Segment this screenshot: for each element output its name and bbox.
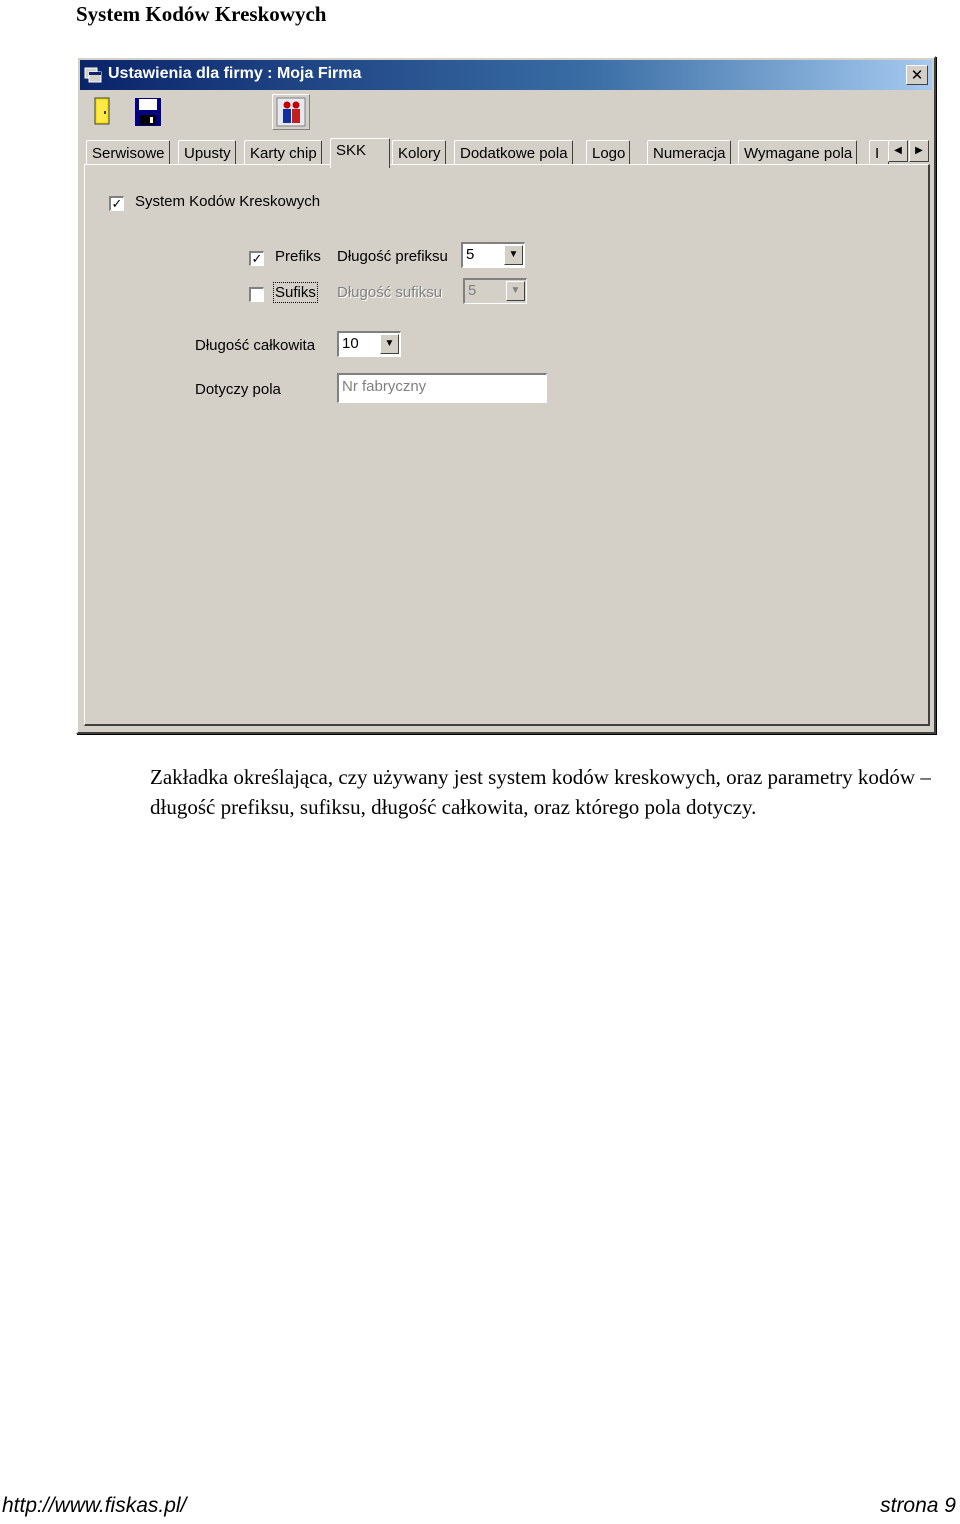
window-app-icon [84,66,102,84]
window-titlebar[interactable] [80,60,932,90]
dropdown-arrow-button[interactable] [504,245,523,265]
settings-window [76,56,936,734]
tab-strip [84,138,930,166]
document-title: System Kodów Kreskowych [76,2,327,26]
suffix-checkbox[interactable] [249,287,264,302]
description-paragraph: Zakładka określająca, czy używany jest system kodów kreskowych, oraz parametry kodów – długość prefiksu, sufiksu, długość całkowita, oraz którego pola dotyczy. [150,765,931,819]
prefix-label: Prefiks [275,248,321,265]
tab-kolory[interactable] [392,140,446,165]
users-button[interactable] [272,94,310,130]
prefix-length-value: 5 [466,246,475,263]
tab-label: Upusty [184,145,231,162]
total-length-select[interactable] [337,331,401,357]
tab-label: Logo [592,145,626,162]
prefix-length-select[interactable] [461,242,525,268]
tab-scroll-right-button[interactable] [909,140,929,162]
tab-scroll-left-button[interactable] [888,140,908,162]
chevron-down-icon: ▼ [510,285,521,296]
door-exit-icon [84,94,122,130]
suffix-length-value: 5 [468,282,477,299]
tab-dodatkowe-pola[interactable] [454,140,573,165]
tab-serwisowe[interactable] [86,140,170,165]
tab-truncated[interactable] [869,140,889,165]
total-length-label: Długość całkowita [195,337,316,354]
tab-karty-chip[interactable] [244,140,322,165]
toolbar [78,92,934,132]
tab-label: I [875,145,880,162]
tab-label: Wymagane pola [744,145,853,162]
tab-label: Dodatkowe pola [460,145,568,162]
footer-page-number: strona 9 [880,1494,956,1517]
tab-wymagane-pola[interactable] [738,140,857,165]
scroll-left-icon: ◀ [894,145,902,156]
scroll-right-icon: ▶ [915,145,923,156]
exit-button[interactable] [84,94,122,130]
suffix-length-select[interactable] [463,278,527,304]
tab-label: Karty chip [250,145,317,162]
prefix-length-label: Długość prefiksu [337,248,448,265]
save-button[interactable] [128,94,166,130]
tab-label: Numeracja [653,145,726,162]
prefix-checkbox[interactable] [249,251,264,266]
tab-logo[interactable] [586,140,630,165]
system-barcode-label: System Kodów Kreskowych [135,193,321,210]
floppy-save-icon [128,94,166,130]
footer-url: http://www.fiskas.pl/ [2,1494,187,1517]
suffix-label: Sufiks [275,284,316,301]
close-icon: ✕ [910,67,924,84]
people-icon [273,95,309,129]
tab-label: SKK [336,142,367,159]
field-input[interactable] [337,373,547,403]
close-button[interactable] [906,65,928,85]
tab-skk[interactable] [330,138,390,168]
suffix-length-label: Długość sufiksu [337,284,443,301]
chevron-down-icon: ▼ [508,249,519,260]
field-label: Dotyczy pola [195,381,281,398]
dropdown-arrow-button[interactable] [506,281,525,301]
dropdown-arrow-button[interactable] [380,334,399,354]
skk-panel [84,164,930,726]
tab-label: Kolory [398,145,441,162]
tab-numeracja[interactable] [647,140,731,165]
tab-upusty[interactable] [178,140,236,165]
total-length-value: 10 [342,335,359,352]
field-value: Nr fabryczny [342,378,427,395]
check-icon: ✓ [111,196,123,211]
chevron-down-icon: ▼ [384,338,395,349]
system-barcode-checkbox[interactable] [109,196,124,211]
check-icon: ✓ [251,251,263,266]
tab-label: Serwisowe [92,145,165,162]
window-title: Ustawienia dla firmy : Moja Firma [108,65,362,82]
